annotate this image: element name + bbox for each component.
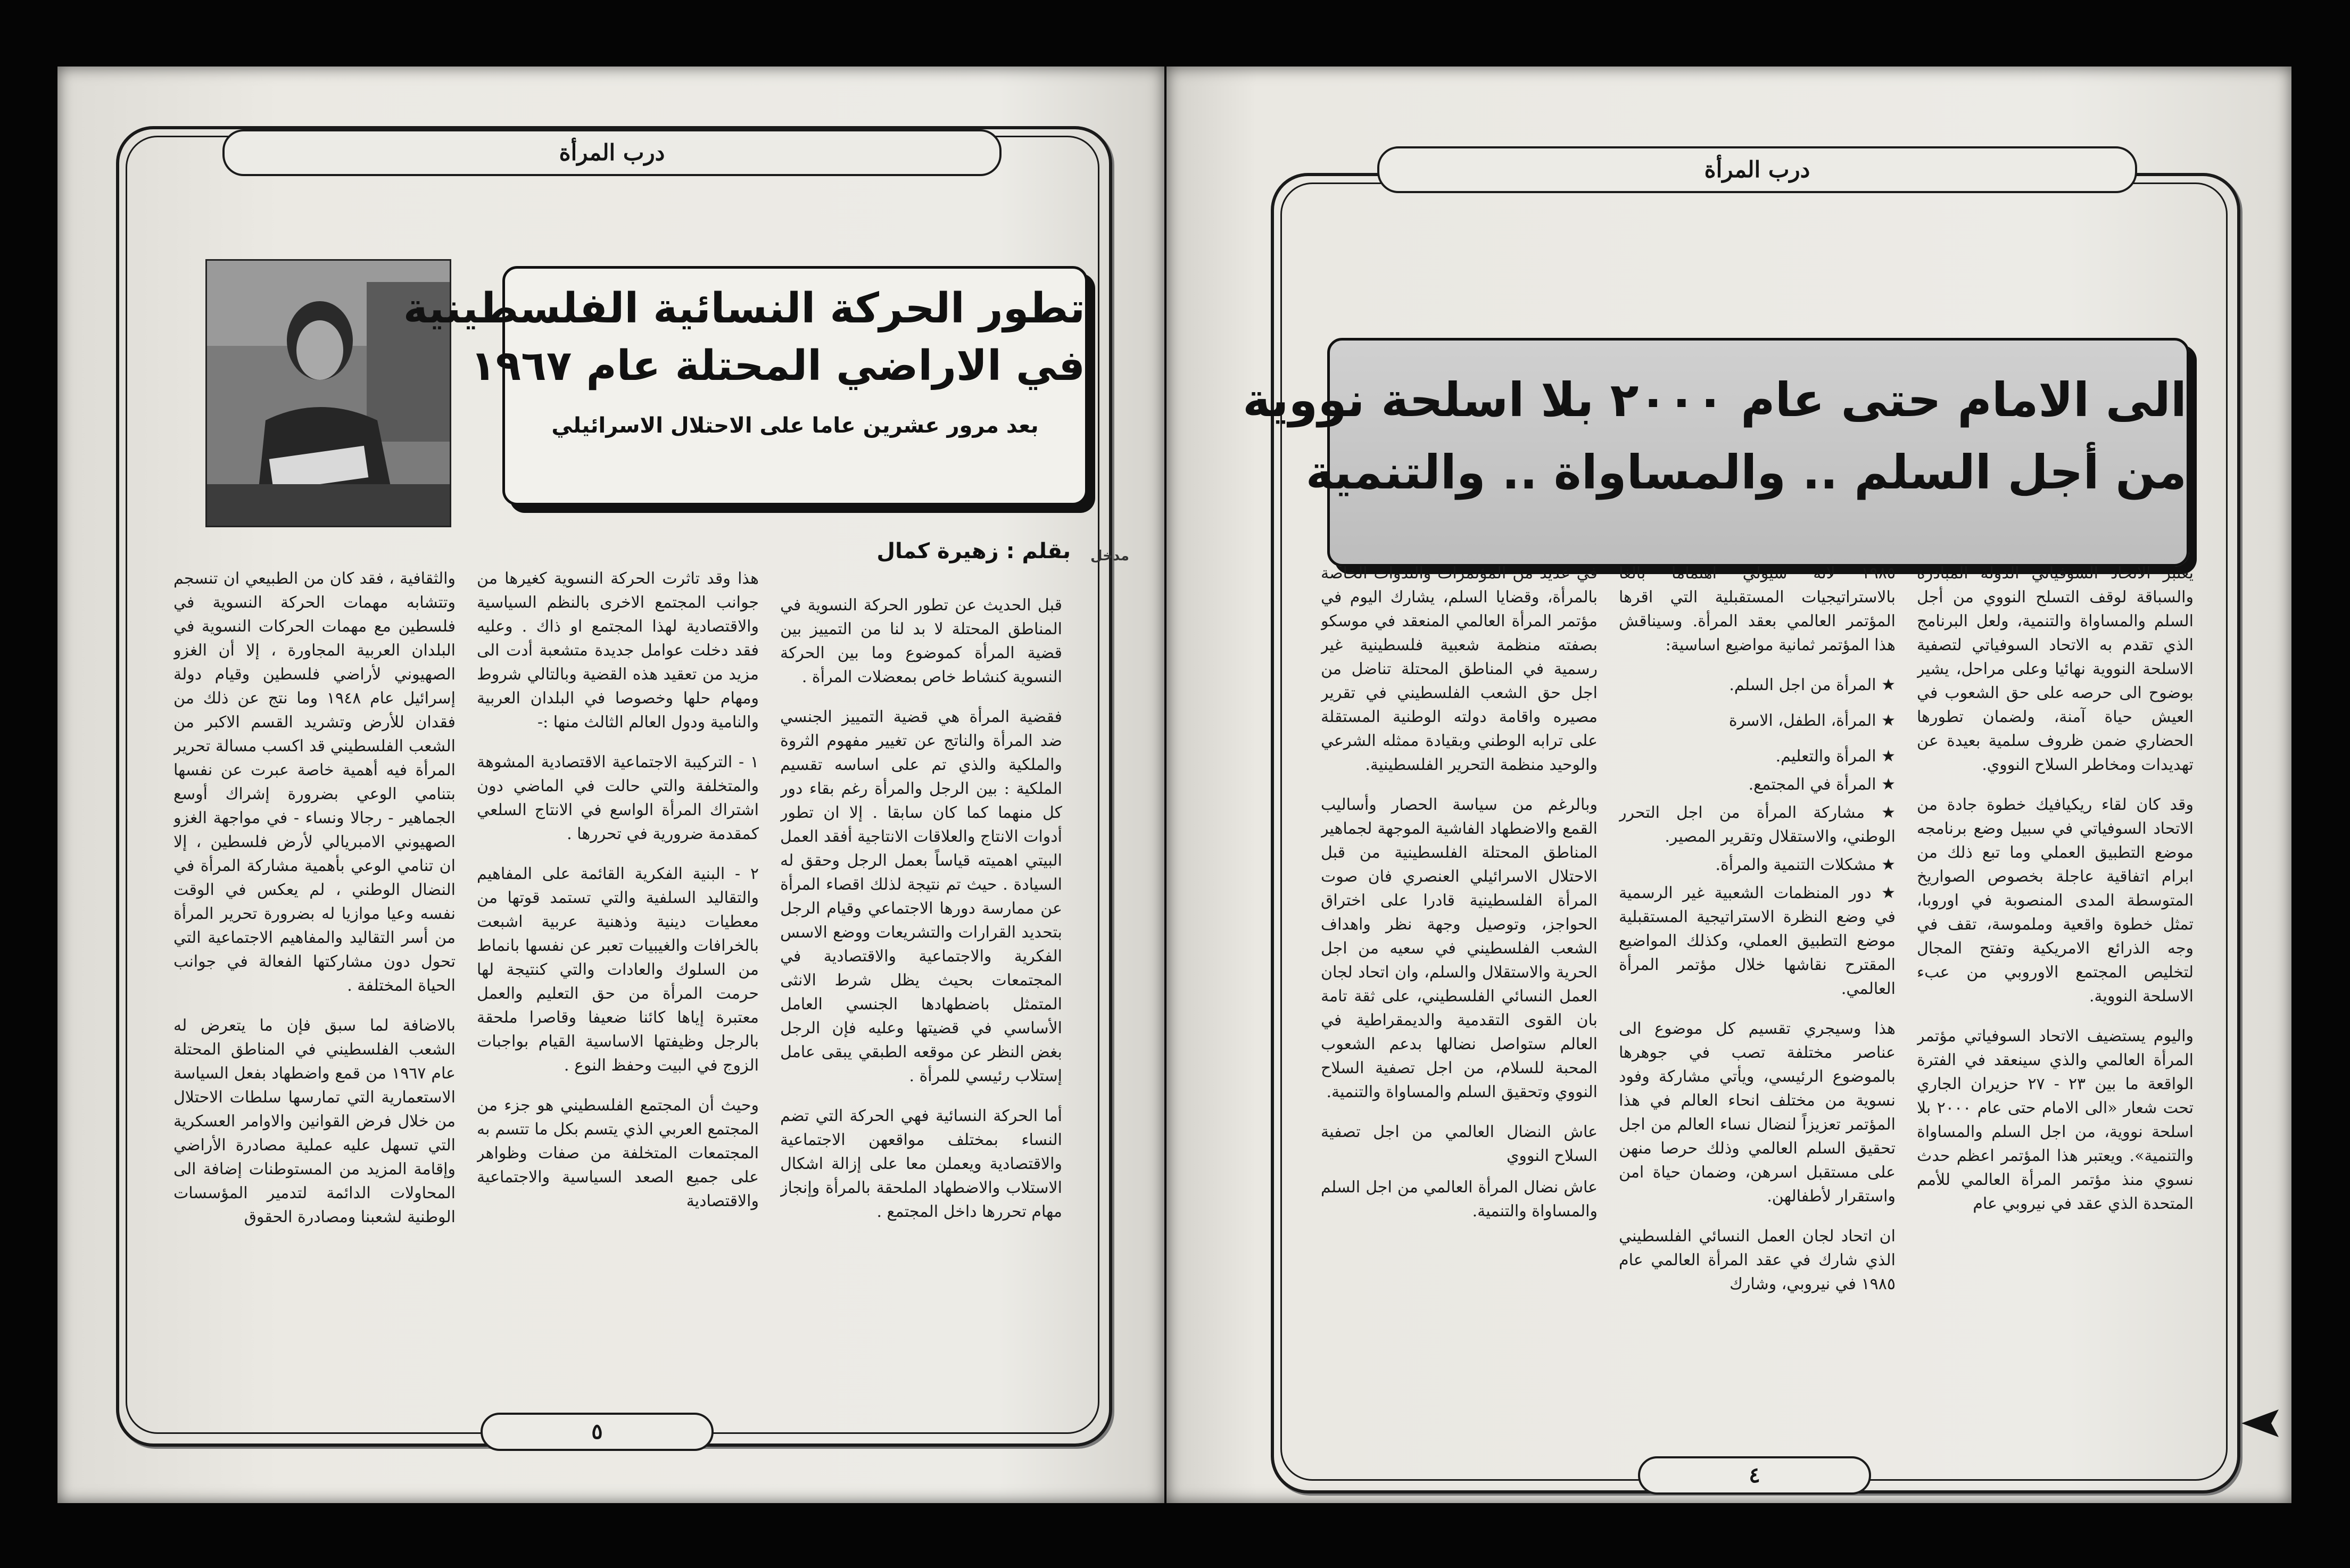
left-page-number: ٥ xyxy=(481,1413,714,1451)
right-col2-item-3: ★ المرأة والتعليم. xyxy=(1775,747,1896,766)
left-article-column-2 xyxy=(477,567,759,1407)
right-col2-intro: ١٩٨٥ لانه سيولي اهتماما بالغا بالاستراتيجيات المستقبلية التي اقرها المؤتمر العالمي بعقد المرأة. وسيناقش هذا المؤتمر ثمانية مواضيع اساسية: xyxy=(1619,564,1896,654)
right-article-column-1 xyxy=(1917,561,2194,1434)
right-col2-item-4: ★ المرأة في المجتمع. xyxy=(1748,775,1896,794)
right-col1-paragraph-3: واليوم يستضيف الاتحاد السوفياتي مؤتمر المرأة العالمي والذي سينعقد في الفترة الواقعة ما بين ٢٣ - ٢٧ حزيران الجاري تحت شعار «الى الامام حتى عام ٢٠٠٠ بلا اسلحة نووية، من اجل السلم والمساواة والتنمية». ويعتبر هذا المؤتمر اعظم حدث نسوي منذ مؤتمر المرأة العالمي للأمم المتحدة الذي عقد في نيروبي عام xyxy=(1917,1027,2194,1213)
arrow-marker-icon xyxy=(2241,1407,2279,1439)
right-col1-paragraph-1: يعتبر الاتحاد السوفياتي الدولة المبادرة والسباقة لوقف التسلح النووي من أجل السلم والمساواة والتنمية، ولعل البرنامج الذي تقدم به الاتحاد السوفياتي لتصفية الاسلحة النووية نهائيا وعلى مراحل، يشير بوضوح الى حرصه على حق الشعوب في العيش حياة آمنة، ولضمان تطورها الحضاري ضمن ظروف سلمية بعيدة عن تهديدات ومخاطر السلاح النووي. xyxy=(1917,564,2194,774)
right-article-title-box xyxy=(1243,338,2189,567)
right-col3-slogan-2: عاش نضال المرأة العالمي من اجل السلم والمساواة والتنمية. xyxy=(1321,1178,1598,1221)
left-intro-label: مدخل xyxy=(1090,548,1129,564)
right-col3-paragraph-2: وبالرغم من سياسة الحصار وأساليب القمع والاضطهاد الفاشية الموجهة لجماهير المناطق المحتلة الفلسطينية من قبل الاحتلال الاسرائيلي العنصري فان صوت المرأة الفلسطينية قادرا على اختراق الحواجز، وتوصيل وجهة نظر واهداف الشعب الفلسطيني في سعيه من اجل الحرية والاستقلال والسلم، وان اتحاد لجان العمل النسائي الفلسطيني، على ثقة تامة بان القوى التقدمية والديمقراطية في العالم ستواصل نضالها بدعم الشعوب المحبة للسلام، من اجل تصفية السلاح النووي وتحقيق السلم والمساواة والتنمية. xyxy=(1321,795,1598,1101)
right-page-number: ٤ xyxy=(1638,1456,1871,1495)
right-article-column-2 xyxy=(1619,561,1896,1434)
left-page xyxy=(57,67,1164,1503)
right-col2-item-2: ★ المرأة، الطفل، الاسرة xyxy=(1728,711,1896,730)
right-col2-item-1: ★ المرأة من اجل السلم. xyxy=(1729,676,1896,694)
left-col2-paragraph-3: ٢ - البنية الفكرية القائمة على المفاهيم والتقاليد السلفية والتي تستمد قوتها من معطيات دينية وذهنية عربية اشبعت بالخرافات والغيبيات تعبر عن نفسها بانماط من السلوك والعادات والتي كنتيجة لها حرمت المرأة من حق التعليم والعمل معتبرة إياها كائنا ضعيفا وقاصرا ملحقة بالرجل وظيفتها الاساسية القيام بواجبات الزوج في البيت وحفظ النوع . xyxy=(477,865,759,1075)
left-article-title-box xyxy=(403,266,1088,505)
right-article-column-3 xyxy=(1321,561,1598,1434)
right-col3-paragraph-1: في عديد من المؤتمرات والندوات الخاصة بالمرأة، وقضايا السلم، يشارك اليوم في مؤتمر المرأة العالمي المنعقد في موسكو بصفته منظمة شعبية فلسطينية غير رسمية في المناطق المحتلة تناضل من اجل حق الشعب الفلسطيني في تقرير مصيره واقامة دولته الوطنية المستقلة على ترابه الوطني وبقيادة ممثله الشرعي والوحيد منظمة التحرير الفلسطينية. xyxy=(1321,564,1598,774)
left-col2-paragraph-1: هذا وقد تاثرت الحركة النسوية كغيرها من جوانب المجتمع الاخرى بالنظم السياسية والاقتصادية لهذا المجتمع او ذاك . وعليه فقد دخلت عوامل جديدة متشعبة أدت الى مزيد من تعقيد هذه القضية وبالتالي شروط ومهام حلها وخصوصا في البلدان العربية والنامية ودول العالم الثالث منها :- xyxy=(477,569,759,732)
left-col1-paragraph-3: أما الحركة النسائية فهي الحركة التي تضم النساء بمختلف مواقعهن الاجتماعية والاقتصادية ويعملن معا على إزالة اشكال الاستلاب والاضطهاد الملحقة بالمرأة وإنجاز مهام تحررها داخل المجتمع . xyxy=(780,1107,1062,1221)
right-col3-slogan-1: عاش النضال العالمي من اجل تصفية السلاح النووي xyxy=(1321,1123,1598,1165)
right-col2-item-5: ★ مشاركة المرأة من اجل التحرر الوطني، والاستقلال وتقرير المصير. xyxy=(1619,803,1896,846)
left-col2-paragraph-2: ١ - التركيبة الاجتماعية الاقتصادية المشوهة والمتخلفة والتي حالت في الماضي دون اشتراك المرأة الواسع في الانتاج السلعي كمقدمة ضرورية في تحررها . xyxy=(477,753,759,843)
left-article-column-3 xyxy=(173,567,456,1407)
left-article-title-line2: في الاراضي المحتلة عام ١٩٦٧ xyxy=(470,342,1085,390)
left-header-tab: درب المرأة xyxy=(222,129,1002,176)
left-col3-paragraph-1: والثقافية ، فقد كان من الطبيعي ان تنسجم وتتشابه مهمات الحركة النسوية في فلسطين مع مهمات الحركات النسوية في البلدان العربية المجاورة ، إلا أن الغزو الصهيوني لأراضي فلسطين وقيام دولة إسرائيل عام ١٩٤٨ وما نتج عن ذلك من فقدان للأرض وتشريد القسم الاكبر من الشعب الفلسطيني قد اكسب مسالة تحرير المرأة فيه أهمية خاصة عبرت عن نفسها بتنامي الوعي بضرورة إشراك أوسع الجماهير - رجالا ونساء - في مواجهة الغزو الصهيوني الامبريالي لأرض فلسطين ، إلا ان تنامي الوعي بأهمية مشاركة المرأة في النضال الوطني ، لم يعكس في الوقت نفسه وعيا موازيا له بضرورة تحرير المرأة من أسر التقاليد والمفاهيم الاجتماعية التي تحول دون مشاركتها الفعالة في جوانب الحياة المختلفة . xyxy=(173,569,456,995)
right-page xyxy=(1166,67,2291,1503)
right-col1-paragraph-2: وقد كان لقاء ريكيافيك خطوة جادة من الاتحاد السوفياتي في سبيل وضع برنامجه موضع التطبيق العملي وما تبع ذلك من ابرام اتفاقية عاجلة بخصوص الصواريخ المتوسطة المدى المنصوبة في اوروبا، تمثل خطوة واقعية وملموسة، تقف في وجه الذرائع الامريكية وتفتح المجال لتخليص المجتمع الاوروبي من عبء الاسلحة النووية. xyxy=(1917,795,2194,1006)
right-col2-item-7: ★ دور المنظمات الشعبية غير الرسمية في وضع النظرة الاستراتيجية المستقبلية موضع التطبيق العملي، وكذلك المواضيع المقترح نقاشها خلال مؤتمر المرأة العالمي. xyxy=(1619,884,1896,998)
left-article-byline: بقلم : زهيرة كمال xyxy=(876,539,1071,563)
left-col1-paragraph-1: قبل الحديث عن تطور الحركة النسوية في المناطق المحتلة لا بد لنا من التمييز بين قضية المرأة كموضوع وما بين الحركة النسوية كنشاط خاص بمعضلات المرأة . xyxy=(780,596,1062,686)
right-col2-paragraph-2: هذا وسيجري تقسيم كل موضوع الى عناصر مختلفة تصب في جوهرها بالموضوع الرئيسي، ويأتي مشاركة وفود نسوية من مختلف انحاء العالم في هذا المؤتمر تعزيزاً لنضال نساء العالم من اجل تحقيق السلم العالمي وذلك حرصا منهن على مستقبل اسرهن، وضمان حياة امن واستقرار لأطفالهن. xyxy=(1619,1019,1896,1206)
right-article-title-line2: من أجل السلم .. والمساواة .. والتنمية xyxy=(1305,445,2187,500)
right-header-tab: درب المرأة xyxy=(1377,146,2137,193)
right-col2-paragraph-3: ان اتحاد لجان العمل النسائي الفلسطيني الذي شارك في عقد المرأة العالمي عام ١٩٨٥ في نيروبي، وشارك xyxy=(1619,1227,1896,1293)
left-article-column-1 xyxy=(780,593,1062,1407)
left-article-title-line1: تطور الحركة النسائية الفلسطينية xyxy=(403,285,1085,333)
left-col1-paragraph-2: فقضية المرأة هي قضية التمييز الجنسي ضد المرأة والناتج عن تغيير مفهوم الثروة والملكية والذي تم على اساسه تقسيم الملكية : بين الرجل والمرأة رغم بقاء دور كل منهما كما كان سابقا . إلا ان تطور أدوات الانتاج والعلاقات الانتاجية أفقد العمل البيتي اهميته قياساً بعمل الرجل وحقق له السيادة . حيث تم نتيجة لذلك اقصاء المرأة عن ممارسة دورها الاجتماعي وقيام الرجل بتحديد القرارات والتشريعات ووضع الاسس الفكرية والاجتماعية والاقتصادية في المجتمعات بحيث يظل شرط الانثى المتمثل باضطهادها الجنسي العامل الأساسي في قضيتها وعليه فإن الرجل بغض النظر عن موقعه الطبقي يبقى عامل إستلاب رئيسي للمرأة . xyxy=(780,708,1062,1085)
right-article-title-line1: الى الامام حتى عام ٢٠٠٠ بلا اسلحة نووية xyxy=(1243,372,2187,427)
right-col2-item-6: ★ مشكلات التنمية والمرأة. xyxy=(1715,856,1896,874)
left-col3-paragraph-2: بالاضافة لما سبق فإن ما يتعرض له الشعب الفلسطيني في المناطق المحتلة عام ١٩٦٧ من قمع واضطهاد بفعل السياسة الاستعمارية التي تمارسها سلطات الاحتلال من خلال فرض القوانين والاوامر العسكرية التي تسهل عليه عملية مصادرة الأراضي وإقامة المزيد من المستوطنات إضافة الى المحاولات الدائمة لتدمير المؤسسات الوطنية لشعبنا ومصادرة الحقوق xyxy=(173,1016,456,1226)
left-article-subtitle: بعد مرور عشرين عاما على الاحتلال الاسرائيلي xyxy=(551,413,1039,438)
left-col2-paragraph-4: وحيث أن المجتمع الفلسطيني هو جزء من المجتمع العربي الذي يتسم بكل ما تتسم به المجتمعات المتخلفة من صفات وظواهر على جميع الصعد السياسية والاجتماعية والاقتصادية xyxy=(477,1096,759,1210)
